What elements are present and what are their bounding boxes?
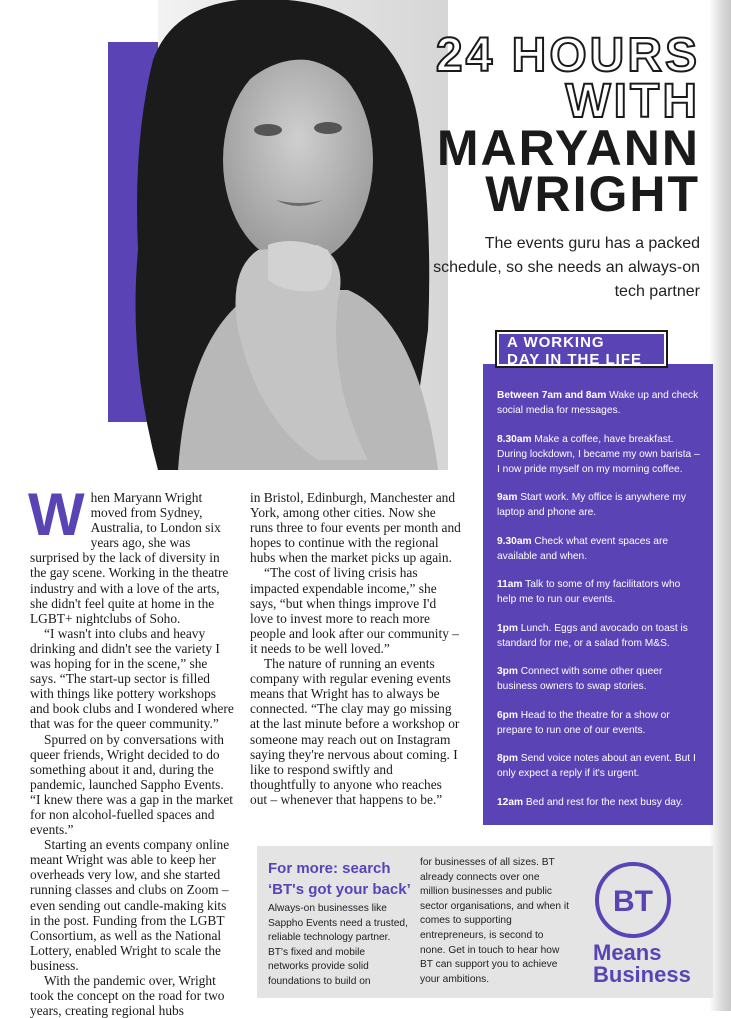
article-paragraph: “The cost of living crisis has impacted expendable income,” she says, “but when things improve I'd love to invest more to reach more people and look after our community – it needs to be well loved.” bbox=[250, 565, 459, 656]
promo-text-left: Always-on businesses like Sappho Events need a trusted, reliable technology partner. BT's fixed and mobile networks provide solid foundations to build on bbox=[268, 903, 408, 987]
bt-tagline-line-2: Business bbox=[593, 962, 691, 987]
drop-cap: W bbox=[28, 481, 85, 548]
bt-promo-box bbox=[257, 846, 713, 998]
headline-line-4: WRIGHT bbox=[485, 166, 700, 222]
sidebar-body bbox=[483, 364, 713, 825]
entry-text: Lunch. Eggs and avocado on toast is standard for me, or a salad from M&S. bbox=[497, 622, 688, 649]
entry-text: Connect with some other queer business owners to swap stories. bbox=[497, 666, 663, 692]
bt-logo-text: BT bbox=[613, 885, 653, 918]
schedule-entry bbox=[497, 795, 701, 810]
entry-time: 9am bbox=[497, 492, 518, 503]
entry-text: Head to the theatre for a show or prepare to run one of our events. bbox=[497, 709, 670, 736]
entry-time: 3pm bbox=[497, 666, 518, 677]
headline bbox=[435, 29, 700, 222]
headline-line-3: MARYANN bbox=[436, 120, 700, 176]
schedule-entry bbox=[497, 534, 701, 564]
entry-time: 12am bbox=[497, 796, 524, 808]
entry-text: Bed and rest for the next busy day. bbox=[523, 796, 684, 808]
article-paragraph: With the pandemic over, Wright took the concept on the road for two years, creating regional hubs bbox=[30, 973, 225, 1018]
bt-logo-icon bbox=[593, 860, 673, 940]
headline-line-2: WITH bbox=[565, 75, 700, 128]
entry-text: Start work. My office is anywhere my laptop and phone are. bbox=[497, 492, 686, 518]
headline-line-1: 24 HOURS bbox=[435, 29, 700, 82]
entry-time: 9.30am bbox=[497, 535, 532, 547]
schedule-entry bbox=[497, 388, 701, 418]
entry-time: 11am bbox=[497, 579, 523, 590]
entry-text: Wake up and check social media for messages. bbox=[497, 390, 699, 416]
promo-heading: For more: search ‘BT's got your back’ bbox=[268, 860, 411, 898]
standfirst: The events guru has a packed schedule, so she needs an always-on tech partner bbox=[433, 235, 700, 300]
schedule-entry bbox=[497, 751, 701, 781]
schedule-entry bbox=[497, 708, 701, 738]
entry-text: Check what event spaces are available and when. bbox=[497, 535, 669, 562]
entry-time: 6pm bbox=[497, 709, 518, 721]
schedule-entry bbox=[497, 621, 701, 651]
entry-time: 1pm bbox=[497, 622, 518, 634]
article-paragraph: “I wasn't into clubs and heavy drinking and didn't see the variety I was hoping for in the scene,” she says. “The start-up sector is filled with things like pottery workshops and book clubs and I wondered where that was for the queer community.” bbox=[30, 625, 234, 732]
article-paragraph: Starting an events company online meant Wright was able to keep her overheads very low, and she started running classes and clubs on Zoom – even sending out candle-making kits in the post. Funding from the LGBT Consortium, as well as the National Lottery, enabled Wright to scale the business. bbox=[30, 837, 230, 973]
schedule-entry bbox=[497, 664, 701, 694]
article-paragraph: Spurred on by conversations with queer friends, Wright decided to do something about it and, during the pandemic, launched Sappho Events. “I knew there was a gap in the market for non alcohol-fuelled spaces and events.” bbox=[30, 731, 234, 838]
sidebar-heading bbox=[495, 330, 668, 368]
entry-time: 8pm bbox=[497, 753, 518, 764]
sidebar-heading-line-2: DAY IN THE LIFE bbox=[507, 351, 643, 368]
working-day-sidebar bbox=[483, 330, 713, 825]
entry-text: Send voice notes about an event. But I only expect a reply if it's urgent. bbox=[497, 753, 696, 779]
bt-tagline-line-1: Means bbox=[593, 940, 662, 965]
schedule-entry bbox=[497, 577, 701, 607]
article-column-2 bbox=[250, 490, 462, 807]
bt-tagline bbox=[593, 942, 703, 986]
schedule-entry bbox=[497, 490, 701, 520]
entry-time: 8.30am bbox=[497, 433, 532, 445]
article-column-1 bbox=[28, 481, 236, 1018]
article-paragraph: hen Maryann Wright moved from Sydney, Australia, to London six years ago, she was surprised by the lack of diversity in the gay scene. Working in the theatre industry and with a love of the arts, she didn't feel quite at home in the LGBT+ nightclubs of Soho. bbox=[30, 490, 229, 626]
article-paragraph: The nature of running an events company with regular evening events means that Wright has to always be connected. “The clay may go missing at the last minute before a workshop or someone may reach out on Instagram saying they're nervous about coming. I like to respond swiftly and thoughtfully to anyone who reaches out – whenever that happens to be.” bbox=[250, 656, 460, 807]
schedule-entry bbox=[497, 432, 701, 477]
entry-text: Make a coffee, have breakfast. During lockdown, I became my own barista – I now pride myself on my morning coffee. bbox=[497, 433, 700, 475]
sidebar-heading-line-1: A WORKING bbox=[507, 334, 605, 351]
article-paragraph: in Bristol, Edinburgh, Manchester and York, among other cities. Now she runs three to four events per month and hopes to continue with the regional hubs when the market picks up again. bbox=[250, 490, 461, 566]
entry-time: Between 7am and 8am bbox=[497, 390, 607, 401]
entry-text: Talk to some of my facilitators who help me to run our events. bbox=[497, 579, 681, 605]
promo-text-right: for businesses of all sizes. BT already connects over one million businesses and public sector organisations, and when it comes to supporting entrepreneurs, is second to none. Get in touch to hear how BT can support you to achieve your ambitions. bbox=[420, 857, 569, 985]
portrait-photo bbox=[118, 0, 448, 470]
